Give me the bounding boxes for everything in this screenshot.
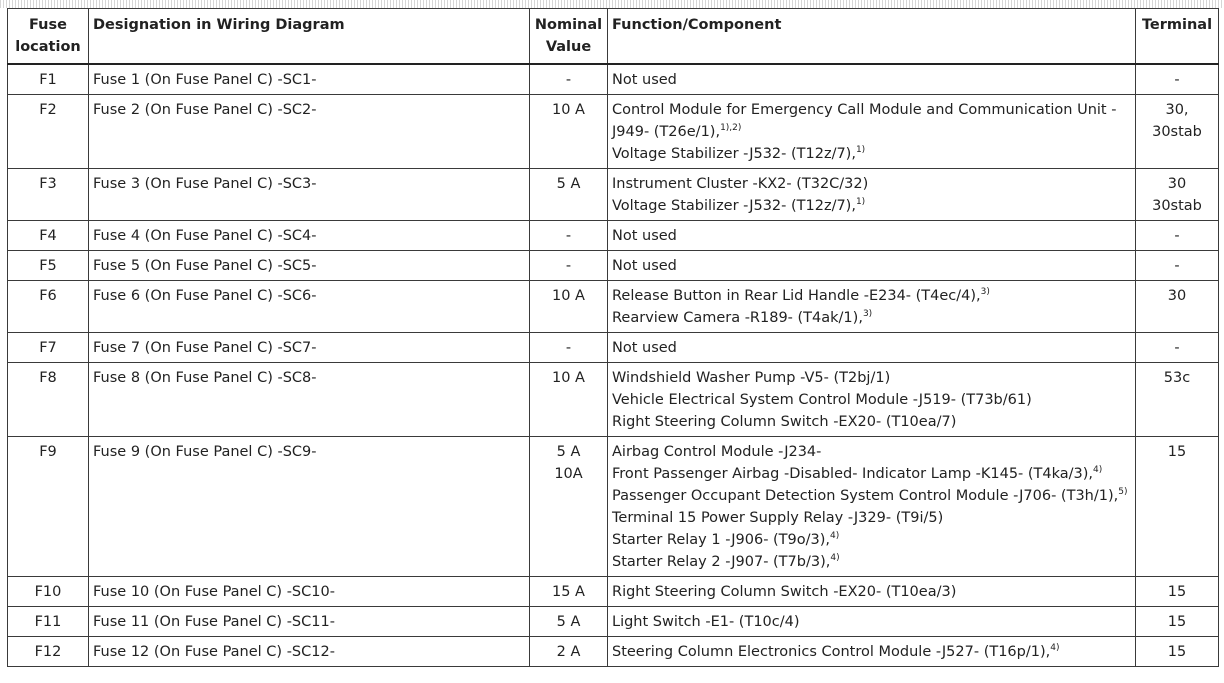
terminal-cell bbox=[1136, 95, 1219, 169]
nominal-value-cell bbox=[530, 363, 608, 437]
fuse-location-cell: F8 bbox=[8, 363, 89, 437]
component-line bbox=[612, 225, 1131, 247]
header-nominal-value: Nominal Value bbox=[530, 9, 608, 65]
function-component-cell bbox=[608, 64, 1136, 95]
nominal-value-cell bbox=[530, 251, 608, 281]
table-row bbox=[8, 333, 1219, 363]
table-row bbox=[8, 64, 1219, 95]
component-text: Rearview Camera -R189- (T4ak/1), bbox=[612, 310, 863, 326]
component-text: Right Steering Column Switch -EX20- (T10ea/7) bbox=[612, 414, 957, 430]
component-text: Release Button in Rear Lid Handle -E234- (T4ec/4), bbox=[612, 288, 981, 304]
terminal-value: 15 bbox=[1167, 644, 1187, 660]
table-row bbox=[8, 437, 1219, 577]
nominal-value: 10 A bbox=[552, 370, 585, 386]
terminal-cell bbox=[1136, 437, 1219, 577]
component-line bbox=[612, 507, 1131, 529]
table-row bbox=[8, 251, 1219, 281]
nominal-value: 10A bbox=[554, 466, 583, 482]
footnote-ref: 3) bbox=[862, 309, 873, 320]
component-line bbox=[612, 173, 1131, 195]
table-row bbox=[8, 607, 1219, 637]
footnote-ref: 4) bbox=[830, 531, 840, 542]
nominal-value-cell bbox=[530, 281, 608, 333]
terminal-cell bbox=[1136, 221, 1219, 251]
table-row bbox=[8, 637, 1219, 667]
designation-cell: Fuse 9 (On Fuse Panel C) -SC9- bbox=[89, 437, 530, 577]
fuse-location-cell: F9 bbox=[8, 437, 89, 577]
component-text: Steering Column Electronics Control Module -J527- (T16p/1), bbox=[612, 644, 1051, 660]
component-line bbox=[612, 337, 1131, 359]
designation-cell: Fuse 1 (On Fuse Panel C) -SC1- bbox=[89, 64, 530, 95]
component-text: Not used bbox=[612, 258, 677, 274]
terminal-value: 30, bbox=[1165, 102, 1189, 118]
nominal-value: 5 A bbox=[556, 444, 581, 460]
component-line bbox=[612, 551, 1131, 573]
terminal-value: 53c bbox=[1163, 370, 1191, 386]
fuse-location-cell: F2 bbox=[8, 95, 89, 169]
terminal-cell bbox=[1136, 251, 1219, 281]
table-row bbox=[8, 281, 1219, 333]
designation-cell: Fuse 6 (On Fuse Panel C) -SC6- bbox=[89, 281, 530, 333]
component-text: Voltage Stabilizer -J532- (T12z/7), bbox=[612, 146, 856, 162]
terminal-value: 30stab bbox=[1152, 124, 1202, 140]
nominal-value-cell bbox=[530, 577, 608, 607]
component-text: Vehicle Electrical System Control Module -J519- (T73b/61) bbox=[612, 392, 1032, 408]
footnote-ref: 4) bbox=[1093, 465, 1103, 476]
footnote-ref: 1) bbox=[855, 197, 866, 208]
component-text: Light Switch -E1- (T10c/4) bbox=[612, 614, 800, 630]
terminal-value: 30 bbox=[1167, 288, 1187, 304]
terminal-value: 30 bbox=[1167, 176, 1187, 192]
function-component-cell bbox=[608, 221, 1136, 251]
component-line bbox=[612, 367, 1131, 389]
component-line bbox=[612, 255, 1131, 277]
fuse-location-cell: F3 bbox=[8, 169, 89, 221]
table-row bbox=[8, 221, 1219, 251]
designation-cell: Fuse 11 (On Fuse Panel C) -SC11- bbox=[89, 607, 530, 637]
designation-cell: Fuse 8 (On Fuse Panel C) -SC8- bbox=[89, 363, 530, 437]
terminal-cell bbox=[1136, 637, 1219, 667]
terminal-cell bbox=[1136, 169, 1219, 221]
component-text: Not used bbox=[612, 72, 677, 88]
header-row bbox=[8, 9, 1219, 65]
component-line bbox=[612, 485, 1131, 507]
nominal-value: 15 A bbox=[552, 584, 585, 600]
component-line bbox=[612, 441, 1131, 463]
designation-cell: Fuse 12 (On Fuse Panel C) -SC12- bbox=[89, 637, 530, 667]
header-function-component: Function/Component bbox=[608, 9, 1136, 65]
component-text: Terminal 15 Power Supply Relay -J329- (T9i/5) bbox=[612, 510, 944, 526]
table-row bbox=[8, 169, 1219, 221]
terminal-value: - bbox=[1174, 228, 1180, 244]
nominal-value-cell bbox=[530, 64, 608, 95]
header-designation: Designation in Wiring Diagram bbox=[89, 9, 530, 65]
component-line bbox=[612, 69, 1131, 91]
component-text: Starter Relay 2 -J907- (T7b/3), bbox=[612, 554, 831, 570]
nominal-value: - bbox=[565, 72, 572, 88]
footnote-ref: 4) bbox=[1050, 643, 1060, 654]
component-line bbox=[612, 641, 1131, 663]
component-line bbox=[612, 285, 1131, 307]
designation-cell: Fuse 7 (On Fuse Panel C) -SC7- bbox=[89, 333, 530, 363]
terminal-value: 15 bbox=[1167, 614, 1187, 630]
designation-cell: Fuse 5 (On Fuse Panel C) -SC5- bbox=[89, 251, 530, 281]
terminal-cell bbox=[1136, 577, 1219, 607]
terminal-value: - bbox=[1174, 258, 1180, 274]
function-component-cell bbox=[608, 637, 1136, 667]
nominal-value: - bbox=[565, 228, 572, 244]
function-component-cell bbox=[608, 169, 1136, 221]
footnote-ref: 1),2) bbox=[720, 123, 742, 134]
component-text: Right Steering Column Switch -EX20- (T10ea/3) bbox=[612, 584, 957, 600]
function-component-cell bbox=[608, 607, 1136, 637]
fuse-location-cell: F1 bbox=[8, 64, 89, 95]
nominal-value-cell bbox=[530, 169, 608, 221]
nominal-value-cell bbox=[530, 221, 608, 251]
footnote-ref: 1) bbox=[855, 145, 866, 156]
footnote-ref: 5) bbox=[1118, 487, 1128, 498]
component-line bbox=[612, 463, 1131, 485]
designation-cell: Fuse 2 (On Fuse Panel C) -SC2- bbox=[89, 95, 530, 169]
component-line bbox=[612, 529, 1131, 551]
nominal-value-cell bbox=[530, 637, 608, 667]
component-line bbox=[612, 389, 1131, 411]
fuse-location-cell: F7 bbox=[8, 333, 89, 363]
footnote-ref: 3) bbox=[980, 287, 990, 298]
function-component-cell bbox=[608, 281, 1136, 333]
component-text: Passenger Occupant Detection System Control Module -J706- (T3h/1), bbox=[612, 488, 1119, 504]
component-text: Control Module for Emergency Call Module and Communication Unit -J949- (T26e/1), bbox=[612, 102, 1117, 140]
footnote-ref: 4) bbox=[830, 553, 840, 564]
terminal-cell bbox=[1136, 64, 1219, 95]
component-line bbox=[612, 611, 1131, 633]
component-line bbox=[612, 581, 1131, 603]
component-text: Not used bbox=[612, 228, 677, 244]
fuse-location-cell: F5 bbox=[8, 251, 89, 281]
component-text: Voltage Stabilizer -J532- (T12z/7), bbox=[612, 198, 856, 214]
fuse-location-cell: F10 bbox=[8, 577, 89, 607]
fuse-location-cell: F11 bbox=[8, 607, 89, 637]
table-row bbox=[8, 95, 1219, 169]
fuse-location-cell: F4 bbox=[8, 221, 89, 251]
function-component-cell bbox=[608, 333, 1136, 363]
terminal-cell bbox=[1136, 607, 1219, 637]
component-text: Starter Relay 1 -J906- (T9o/3), bbox=[612, 532, 831, 548]
terminal-value: 30stab bbox=[1152, 198, 1202, 214]
component-line bbox=[612, 143, 1131, 165]
terminal-value: - bbox=[1174, 340, 1180, 356]
function-component-cell bbox=[608, 577, 1136, 607]
component-line bbox=[612, 411, 1131, 433]
terminal-cell bbox=[1136, 281, 1219, 333]
terminal-value: 15 bbox=[1167, 444, 1187, 460]
nominal-value: - bbox=[565, 258, 572, 274]
designation-cell: Fuse 3 (On Fuse Panel C) -SC3- bbox=[89, 169, 530, 221]
function-component-cell bbox=[608, 251, 1136, 281]
function-component-cell bbox=[608, 363, 1136, 437]
component-text: Instrument Cluster -KX2- (T32C/32) bbox=[612, 176, 869, 192]
terminal-cell bbox=[1136, 333, 1219, 363]
nominal-value-cell bbox=[530, 607, 608, 637]
nominal-value: 5 A bbox=[556, 176, 581, 192]
designation-cell: Fuse 4 (On Fuse Panel C) -SC4- bbox=[89, 221, 530, 251]
component-text: Airbag Control Module -J234- bbox=[612, 444, 822, 460]
nominal-value: - bbox=[565, 340, 572, 356]
nominal-value-cell bbox=[530, 333, 608, 363]
nominal-value-cell bbox=[530, 437, 608, 577]
component-line bbox=[612, 307, 1131, 329]
fuse-location-cell: F12 bbox=[8, 637, 89, 667]
function-component-cell bbox=[608, 437, 1136, 577]
fuse-table-body bbox=[8, 64, 1219, 667]
header-fuse-location: Fuse location bbox=[8, 9, 89, 65]
nominal-value: 10 A bbox=[552, 288, 585, 304]
component-text: Front Passenger Airbag -Disabled- Indicator Lamp -K145- (T4ka/3), bbox=[612, 466, 1094, 482]
component-line bbox=[612, 195, 1131, 217]
terminal-value: - bbox=[1174, 72, 1180, 88]
component-text: Windshield Washer Pump -V5- (T2bj/1) bbox=[612, 370, 891, 386]
nominal-value: 10 A bbox=[552, 102, 585, 118]
header-terminal: Terminal bbox=[1136, 9, 1219, 65]
function-component-cell bbox=[608, 95, 1136, 169]
nominal-value: 5 A bbox=[556, 614, 581, 630]
top-separator bbox=[0, 0, 1224, 8]
terminal-cell bbox=[1136, 363, 1219, 437]
designation-cell: Fuse 10 (On Fuse Panel C) -SC10- bbox=[89, 577, 530, 607]
terminal-value: 15 bbox=[1167, 584, 1187, 600]
nominal-value-cell bbox=[530, 95, 608, 169]
component-line bbox=[612, 99, 1131, 143]
nominal-value: 2 A bbox=[556, 644, 581, 660]
component-text: Not used bbox=[612, 340, 677, 356]
table-row bbox=[8, 577, 1219, 607]
fuse-location-cell: F6 bbox=[8, 281, 89, 333]
table-row bbox=[8, 363, 1219, 437]
fuse-table bbox=[7, 8, 1219, 667]
